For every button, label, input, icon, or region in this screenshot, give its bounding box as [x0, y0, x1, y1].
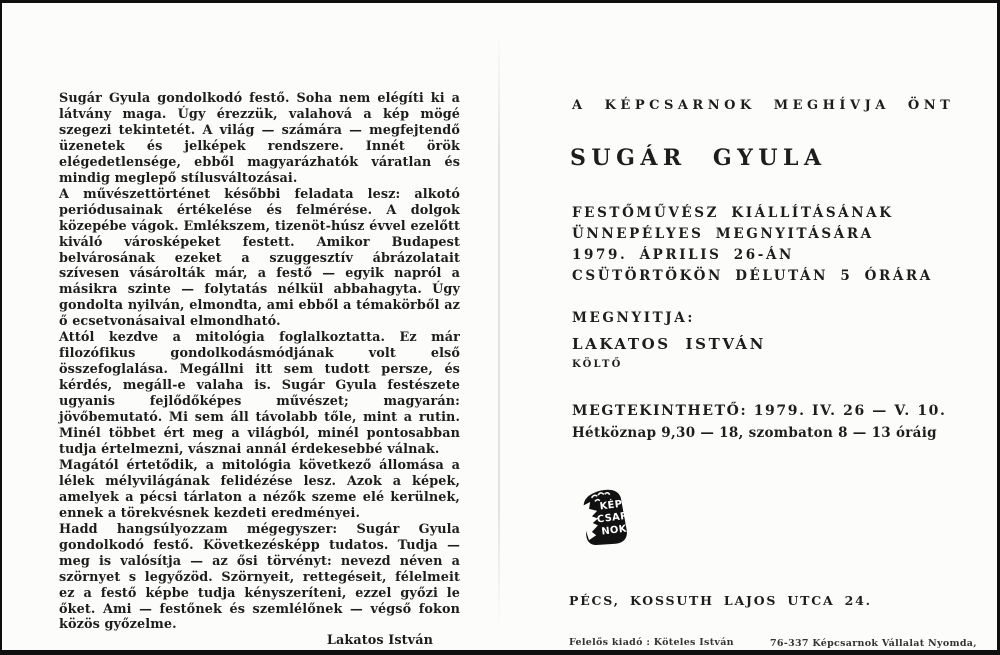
logo-word-2: CSAR — [596, 510, 629, 526]
gallery-address: PÉCS, KOSSUTH LAJOS UTCA 24. — [569, 593, 872, 608]
logo-word-1: KÉP — [599, 498, 624, 513]
invitation-header: A KÉPCSARNOK MEGHÍVJA ÖNT — [572, 98, 955, 113]
essay-paragraph-2: A művészettörténet későbbi feladata lesz: alkotó periódusainak értékelése és felmérése. A dolgok közepébe vágok. Emlékszem, tizenöt-húsz évvel ezelőtt kiváló városképeket festett. Amikor Budapest belvárosának ezeket a szuggesztív ábrázolatait szívesen vásárolták már, a festő — egyik napról a másikra szinte — folytatás nélkül abbahagyta. Úgy gondolta nyilván, elmondta, ami ebből a témakörből az ő ecsetvonásaival elmondható. — [59, 186, 460, 330]
logo-word-3: NOK — [600, 523, 628, 538]
essay-signature: Lakatos István — [326, 633, 433, 649]
opener-name: LAKATOS ISTVÁN — [572, 335, 766, 353]
event-line-1: FESTŐMŰVÉSZ KIÁLLÍTÁSÁNAK — [572, 205, 894, 221]
head-profile-logo-icon — [573, 488, 631, 550]
kepcsarnok-logo-icon — [573, 488, 631, 550]
essay-paragraph-3: Attól kezdve a mitológia foglalkoztatta. Ez már filozófikus gondolkodásmódjának volt első összefoglalása. Megállni itt sem tudott persze, és kérdés, megáll-e valaha is. Sugár Gyula festészete ugyanis fejlődőképes művészet; magyarán: jövőbemutató. Mi sem áll távolabb tőle, mint a rutin. Minél többet ért meg a világból, minél pontosabban tudja értelmezni, vásznai annál érdekesebbé válnak. — [59, 330, 460, 457]
essay-text-block — [59, 91, 460, 649]
event-line-4: CSÜTÖRTÖKÖN DÉLUTÁN 5 ÓRÁRA — [572, 268, 933, 284]
event-line-3: 1979. ÁPRILIS 26-ÁN — [572, 247, 794, 263]
viewing-hours-line-1: MEGTEKINTHETŐ: 1979. IV. 26 — V. 10. — [572, 403, 947, 419]
imprint-publisher: Felelős kiadó : Köteles István — [569, 637, 734, 648]
essay-paragraph-1: Sugár Gyula gondolkodó festő. Soha nem elégíti ki a látvány maga. Úgy érezzük, valahová a kép mögé szegezi tekintetét. A világ — számára — megfejtendő üzenetek és jelképek rendszere. Innét örök elégedetlensége, ebből magyarázhatók váratlan és mindig meglepő stílusváltozásai. — [59, 91, 460, 186]
event-line-2: ÜNNEPÉLYES MEGNYITÁSÁRA — [572, 226, 874, 242]
center-fold-line — [498, 33, 500, 628]
viewing-hours-line-2: Hétköznap 9,30 — 18, szombaton 8 — 13 óráig — [572, 425, 937, 441]
event-details-block — [572, 203, 933, 287]
essay-paragraph-5: Hadd hangsúlyozzam mégegyszer: Sugár Gyula gondolkodó festő. Következésképp tudatos. Tudja — meg is valósítja — az ősi törvényt: nevezd néven a szörnyet s legyőzöd. Szörnyeit, rettegéseit, félelmeit ez a festő képbe tudja kényszeríteni, ezzel győzi le őket. Ami — festőnek és szemlélőnek — végső fokon közös győzelme. — [59, 521, 460, 633]
imprint-printer: 76-337 Képcsarnok Vállalat Nyomda, Dorog — [770, 638, 977, 655]
artist-name-title: SUGÁR GYULA — [570, 145, 827, 171]
essay-paragraph-4: Magától értetődik, a mitológia következő állomása a lélek mélyvilágának felidézése lesz. Azok a képek, amelyek a pécsi tárlaton a nézők szeme elé kerülnek, ennek a törekvésnek kezdeti eredményei. — [59, 457, 460, 521]
opener-label: MEGNYITJA: — [572, 310, 695, 326]
opener-title: KÖLTŐ — [572, 359, 623, 370]
